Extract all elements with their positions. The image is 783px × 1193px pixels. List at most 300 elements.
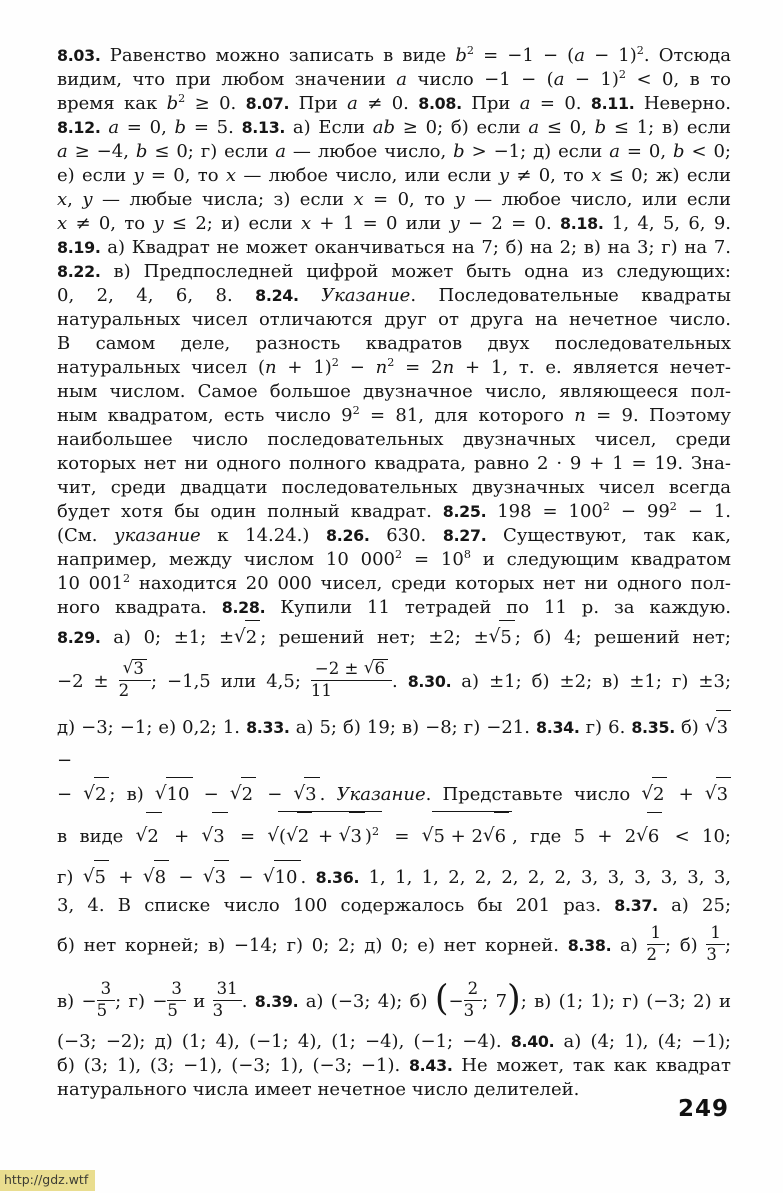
text-run: a <box>609 141 620 162</box>
text-line <box>57 284 731 308</box>
text-run: 0, 2, 4, 6, 8. <box>57 285 256 306</box>
radicand <box>297 812 312 860</box>
text-run: 10 <box>166 784 190 805</box>
problem-number: 8.27. <box>442 526 487 545</box>
problem-number: 8.28. <box>221 598 266 617</box>
radicand <box>494 812 509 860</box>
answers-text-block <box>57 44 731 1102</box>
text-run: будет хотя бы один полный квадрат. <box>57 501 443 522</box>
text-run: которых нет ни одного полного квадрата, равно 2 · 9 + 1 = 19. Зна- <box>57 453 731 474</box>
text-run: < 0, в то <box>626 69 732 90</box>
denominator <box>119 681 151 701</box>
radicand <box>652 777 667 811</box>
text-run: — любое число, или если <box>236 165 499 186</box>
text-run: а) <box>611 935 647 956</box>
radicand <box>349 812 364 860</box>
problem-number: 8.19. <box>57 238 101 257</box>
sqrt-expression <box>293 784 319 805</box>
text-run: а) (4; 1), (4; −1); <box>554 1031 731 1052</box>
radicand <box>132 659 147 679</box>
text-run: — любые числа; з) если <box>92 189 354 210</box>
radical-sign: √ <box>286 825 298 846</box>
superscript: 2 <box>618 68 627 81</box>
text-run: x <box>591 165 602 186</box>
superscript: 2 <box>371 825 380 838</box>
text-run: ; <box>724 935 732 956</box>
text-run: ≤ 2; и) если <box>163 213 301 234</box>
text-run: y <box>498 165 510 186</box>
text-run: 5 <box>167 1000 178 1020</box>
text-run: − 1) <box>564 69 619 90</box>
radical-sign: √ <box>135 825 148 846</box>
problem-number: 8.29. <box>57 628 101 647</box>
text-run: x <box>300 213 312 234</box>
text-run: д) −3; −1; е) 0,2; 1. <box>57 717 247 738</box>
text-run: ab <box>372 117 396 138</box>
sqrt-expression <box>483 826 509 847</box>
text-run: −2 ± <box>57 671 119 692</box>
sqrt-expression <box>136 826 162 847</box>
text-run: + <box>667 784 705 805</box>
text-run: 2 <box>646 944 658 964</box>
text-run: г) <box>57 867 83 888</box>
text-run: ; в) <box>109 784 155 805</box>
text-run: 2 <box>245 627 258 648</box>
text-run: а) 5; б) 19; в) −8; г) −21. <box>289 717 537 738</box>
text-run: 3 <box>213 826 225 847</box>
radicand <box>432 811 512 860</box>
problem-number: 8.08. <box>418 94 462 113</box>
text-run: = 0, <box>119 117 175 138</box>
denominator <box>311 681 392 701</box>
radicand <box>373 659 388 679</box>
text-run: в) − <box>57 991 97 1012</box>
text-run: 198 = 100 <box>486 501 603 522</box>
superscript: 2 <box>669 500 677 513</box>
problem-number: 8.07. <box>245 94 290 113</box>
radical-sign: √ <box>229 783 242 804</box>
text-line <box>57 68 731 92</box>
text-run: b <box>455 45 467 66</box>
sqrt-expression <box>230 784 256 805</box>
superscript: 2 <box>636 44 644 57</box>
sqrt-expression <box>286 826 312 847</box>
problem-number: 8.39. <box>254 992 299 1011</box>
text-run: . <box>319 784 337 805</box>
text-run: В самом деле, разность квадратов двух последовательных <box>57 333 731 354</box>
text-run: 3 <box>171 978 182 998</box>
text-run: 2 <box>467 978 479 998</box>
text-run: − <box>229 867 263 888</box>
text-run: (См. <box>57 525 115 546</box>
text-run: 1 <box>650 922 662 942</box>
text-line <box>57 654 731 710</box>
problem-number: 8.03. <box>57 46 101 65</box>
text-run: 31 <box>216 978 238 998</box>
text-run: а) Если <box>285 117 373 138</box>
text-run: ; б) <box>665 935 707 956</box>
text-run: чит, среди двадцати последовательных двузначных чисел всегда <box>57 477 731 498</box>
text-line <box>57 356 731 380</box>
text-run: Указание <box>321 285 411 306</box>
text-run: x <box>57 213 68 234</box>
text-run: b <box>673 141 685 162</box>
text-run: натурального числа имеет нечетное число делителей. <box>57 1079 580 1100</box>
text-run: Неверно. <box>634 93 732 114</box>
text-line <box>57 260 731 284</box>
text-run: = <box>382 826 422 847</box>
text-run: = <box>227 826 268 847</box>
text-run: n <box>574 405 586 426</box>
numerator <box>706 924 725 945</box>
text-line <box>57 44 731 68</box>
text-run: − <box>57 750 73 771</box>
text-run: − <box>338 357 376 378</box>
radical-sign: √ <box>704 716 717 737</box>
fraction <box>97 980 116 1020</box>
numerator <box>464 980 483 1001</box>
radical-sign: √ <box>82 866 95 887</box>
text-run: = 0, то <box>143 165 226 186</box>
radical-sign: √ <box>293 783 306 804</box>
text-run: ным числом. Самое большое двузначное число, являющееся пол- <box>57 381 731 402</box>
sqrt-expression <box>143 867 169 888</box>
text-run: a <box>519 93 531 114</box>
text-run: − 99 <box>609 501 670 522</box>
radicand <box>245 620 260 654</box>
text-run: б) <box>674 717 705 738</box>
text-run: . <box>300 867 316 888</box>
text-run: б) нет корней; в) −14; г) 0; 2; д) 0; е) нет корней. <box>57 935 568 956</box>
radicand <box>716 710 731 744</box>
text-run: . <box>241 991 255 1012</box>
text-line <box>57 572 731 596</box>
fraction <box>311 659 392 700</box>
text-run: − <box>169 867 203 888</box>
text-run: ного квадрата. <box>57 597 222 618</box>
text-run: − 1. <box>676 501 731 522</box>
text-run: a <box>528 117 540 138</box>
text-run: 2 <box>118 681 130 700</box>
text-line <box>57 811 731 860</box>
text-run: y <box>449 213 460 234</box>
text-run: 5 <box>500 627 512 648</box>
text-run: и следующим квадратом <box>470 549 731 570</box>
text-run: а) Квадрат не может оканчиваться на 7; б) на 2; в) на 3; г) на 7. <box>100 237 731 258</box>
text-line <box>57 404 731 428</box>
text-line <box>57 212 731 236</box>
sqrt-expression <box>263 867 301 888</box>
sqrt-expression <box>203 867 229 888</box>
text-run: При <box>461 93 520 114</box>
radical-sign: √ <box>482 825 495 846</box>
text-run: г) 6. <box>579 717 632 738</box>
text-line <box>57 548 731 572</box>
text-line <box>57 428 731 452</box>
radicand <box>241 777 256 811</box>
text-run: a <box>396 69 408 90</box>
text-run: 2 <box>94 784 107 805</box>
radicand <box>212 812 227 860</box>
text-run: y <box>153 213 164 234</box>
text-run: b <box>594 117 607 138</box>
superscript: 2 <box>602 500 610 513</box>
radicand <box>94 777 109 811</box>
text-run: , где 5 + 2 <box>512 826 637 847</box>
superscript: 2 <box>387 356 395 369</box>
text-line <box>57 164 731 188</box>
text-run: б) (3; 1), (3; −1), (−3; 1), (−3; −1). <box>57 1055 409 1076</box>
text-line <box>57 974 731 1030</box>
text-run: Указание <box>336 784 426 805</box>
text-line <box>57 236 731 260</box>
radical-sign: √ <box>704 783 717 804</box>
text-run: + <box>109 867 143 888</box>
numerator <box>647 924 666 945</box>
problem-number: 8.38. <box>567 936 612 955</box>
problem-number: 8.37. <box>614 896 658 915</box>
text-run: + 1 = 0 или <box>311 213 450 234</box>
text-run: 5 <box>96 1000 108 1020</box>
text-run: = 81, для которого <box>359 405 575 426</box>
text-run: + <box>312 826 339 847</box>
text-line <box>57 380 731 404</box>
text-line <box>57 1078 731 1102</box>
text-run: . Последовательные квадраты <box>410 285 731 306</box>
radicand <box>499 620 514 654</box>
denominator <box>213 1001 242 1021</box>
text-run: 2 <box>241 784 254 805</box>
text-run: ≠ 0. <box>357 93 419 114</box>
text-run: ≠ 0, то <box>509 165 592 186</box>
text-run: x <box>57 189 68 210</box>
radicand <box>304 777 319 811</box>
denominator <box>167 1001 186 1021</box>
problem-number: 8.43. <box>408 1056 453 1075</box>
numerator <box>119 659 151 681</box>
text-run: к 14.24.) <box>200 525 327 546</box>
text-run: 1 <box>710 922 721 942</box>
text-run: указание <box>114 525 201 546</box>
text-run: е) если <box>57 165 134 186</box>
text-run: Равенство можно записать в виде <box>100 45 456 66</box>
problem-number: 8.36. <box>315 868 360 887</box>
big-paren: ( <box>434 978 449 1020</box>
text-run: n <box>264 357 277 378</box>
text-run: − <box>448 991 464 1012</box>
text-run: = 2 <box>394 357 443 378</box>
problem-number: 8.13. <box>241 118 286 137</box>
text-line <box>57 308 731 332</box>
problem-number: 8.25. <box>442 502 487 521</box>
text-run: 3 <box>706 944 717 964</box>
text-run: a <box>108 117 120 138</box>
text-run: < 0; <box>684 141 732 162</box>
text-run: ≤ 1; в) если <box>606 117 732 138</box>
text-run: находится 20 000 чисел, среди которых нет ни одного пол- <box>130 573 731 594</box>
text-run: 3 <box>716 784 729 805</box>
text-run: 2 <box>297 826 310 847</box>
text-run: ( <box>279 826 287 847</box>
text-run: 5 + 2 <box>433 826 483 847</box>
text-line <box>57 92 731 116</box>
radical-sign: √ <box>202 866 215 887</box>
text-run: a <box>275 141 286 162</box>
superscript: 2 <box>394 548 403 561</box>
text-run: − <box>192 784 230 805</box>
text-line <box>57 524 731 548</box>
text-line <box>57 596 731 620</box>
text-run: 3 <box>350 826 362 847</box>
text-run: а) ±1; б) ±2; в) ±1; г) ±3; <box>451 671 732 692</box>
text-run: − 1) <box>584 45 637 66</box>
sqrt-expression <box>155 784 193 805</box>
sqrt-expression <box>201 826 227 847</box>
radical-sign: √ <box>142 866 155 887</box>
text-run: ≥ 0. <box>185 93 246 114</box>
text-run: = 0, то <box>363 189 455 210</box>
radical-sign: √ <box>234 626 246 647</box>
text-run: < 10; <box>662 826 731 847</box>
radical-sign: √ <box>262 866 275 887</box>
text-run: 10 001 <box>57 573 124 594</box>
text-line <box>57 710 731 777</box>
text-run: ; решений нет; ±2; ± <box>260 627 489 648</box>
text-run: . Представьте число <box>425 784 642 805</box>
text-run: например, между числом 10 000 <box>57 549 395 570</box>
text-run: + 1, т. е. является нечет- <box>454 357 732 378</box>
text-run: ; в) (1; 1); г) (−3; 2) и <box>520 991 731 1012</box>
sqrt-expression <box>636 826 662 847</box>
text-run: + 1) <box>276 357 332 378</box>
text-run: 630. <box>369 525 443 546</box>
text-run: ≤ 0; г) если <box>147 141 276 162</box>
text-run: n <box>442 357 455 378</box>
text-run: x <box>353 189 364 210</box>
text-run: 3, 4. В списке число 100 содержалось бы 201 раз. <box>57 895 615 916</box>
text-run: ) <box>364 826 372 847</box>
text-run: ≤ 0; ж) если <box>601 165 732 186</box>
radical-sign: √ <box>154 783 167 804</box>
text-run: y <box>133 165 144 186</box>
problem-number: 8.35. <box>631 718 675 737</box>
text-run: , <box>67 189 83 210</box>
superscript: 2 <box>466 44 474 57</box>
text-run: 8 <box>154 867 167 888</box>
text-run: 3 <box>133 659 144 679</box>
text-run: а) 25; <box>657 895 732 916</box>
text-run: ≥ 0; б) если <box>395 117 529 138</box>
superscript: 2 <box>352 404 360 417</box>
radical-sign: √ <box>641 783 654 804</box>
text-run: натуральных чисел отличаются друг от друга на нечетное число. <box>57 309 731 330</box>
text-line <box>57 500 731 524</box>
text-run: При <box>289 93 348 114</box>
text-run: в) Предпоследней цифрой может быть одна из следующих: <box>100 261 731 282</box>
text-line <box>57 188 731 212</box>
text-line <box>57 1054 731 1078</box>
superscript: 2 <box>123 572 131 585</box>
text-line <box>57 860 731 894</box>
text-run: ≠ 0, то <box>67 213 154 234</box>
text-run: a <box>574 45 585 66</box>
sqrt-expression <box>422 826 512 847</box>
problem-number: 8.34. <box>536 718 580 737</box>
text-run: ; б) 4; решений нет; <box>514 627 731 648</box>
denominator <box>97 1001 116 1021</box>
text-run: 6 <box>494 826 507 847</box>
text-run: 3 <box>463 1000 475 1020</box>
page-number: 249 <box>677 1096 729 1122</box>
text-run: 3 <box>305 784 317 805</box>
text-run: а) (−3; 4); б) <box>298 991 435 1012</box>
sqrt-expression <box>364 659 388 678</box>
text-run: y <box>454 189 465 210</box>
text-run: ≥ −4, <box>67 141 136 162</box>
text-run: (−3; −2); д) (1; 4), (−1; 4), (1; −4), (−1; −4). <box>57 1031 511 1052</box>
text-run: число −1 − ( <box>407 69 554 90</box>
text-run: — любое число, <box>285 141 454 162</box>
watermark-url: http://gdz.wtf <box>0 1170 95 1191</box>
radicand <box>166 777 193 811</box>
text-run: и <box>185 991 213 1012</box>
text-run: Купили 11 тетрадей по 11 р. за каждую. <box>265 597 731 618</box>
problem-number: 8.24. <box>255 286 299 305</box>
text-run: 3 <box>212 1000 224 1020</box>
text-run: a <box>347 93 358 114</box>
radicand <box>647 812 662 860</box>
denominator <box>706 945 725 965</box>
text-run: b <box>174 117 187 138</box>
text-line <box>57 1030 731 1054</box>
radical-sign: √ <box>267 825 280 846</box>
text-line <box>57 332 731 356</box>
text-run: Не может, так как квадрат <box>452 1055 731 1076</box>
text-run: −2 ± <box>314 659 364 679</box>
text-line <box>57 140 731 164</box>
text-run: 3 <box>716 717 729 738</box>
text-run: . Отсюда <box>643 45 731 66</box>
text-line <box>57 777 731 811</box>
fraction <box>213 980 242 1020</box>
problem-number: 8.11. <box>590 94 635 113</box>
text-run: = 0. <box>530 93 591 114</box>
fraction <box>647 924 666 964</box>
sqrt-expression <box>267 826 382 847</box>
text-run: b <box>166 93 179 114</box>
text-run: видим, что при любом значении <box>57 69 397 90</box>
numerator <box>97 980 116 1001</box>
text-run: — любое число, или если <box>464 189 731 210</box>
radicand <box>716 777 731 811</box>
text-run: b <box>135 141 148 162</box>
text-run: 3 <box>100 978 112 998</box>
text-run: = −1 − ( <box>473 45 575 66</box>
problem-number: 8.40. <box>510 1032 555 1051</box>
fraction <box>119 659 151 700</box>
text-run: = 10 <box>402 549 464 570</box>
big-paren: ) <box>507 978 521 1020</box>
text-run: 3 <box>214 867 227 888</box>
numerator <box>213 980 242 1001</box>
superscript: 2 <box>178 92 186 105</box>
text-run: ; г) − <box>115 991 168 1012</box>
radicand <box>94 860 109 894</box>
text-run: в виде <box>57 826 136 847</box>
fraction <box>464 980 483 1020</box>
problem-number: 8.26. <box>326 526 370 545</box>
text-run: 1, 1, 1, 2, 2, 2, 2, 2, 3, 3, 3, 3, 3, 3, <box>359 867 731 888</box>
